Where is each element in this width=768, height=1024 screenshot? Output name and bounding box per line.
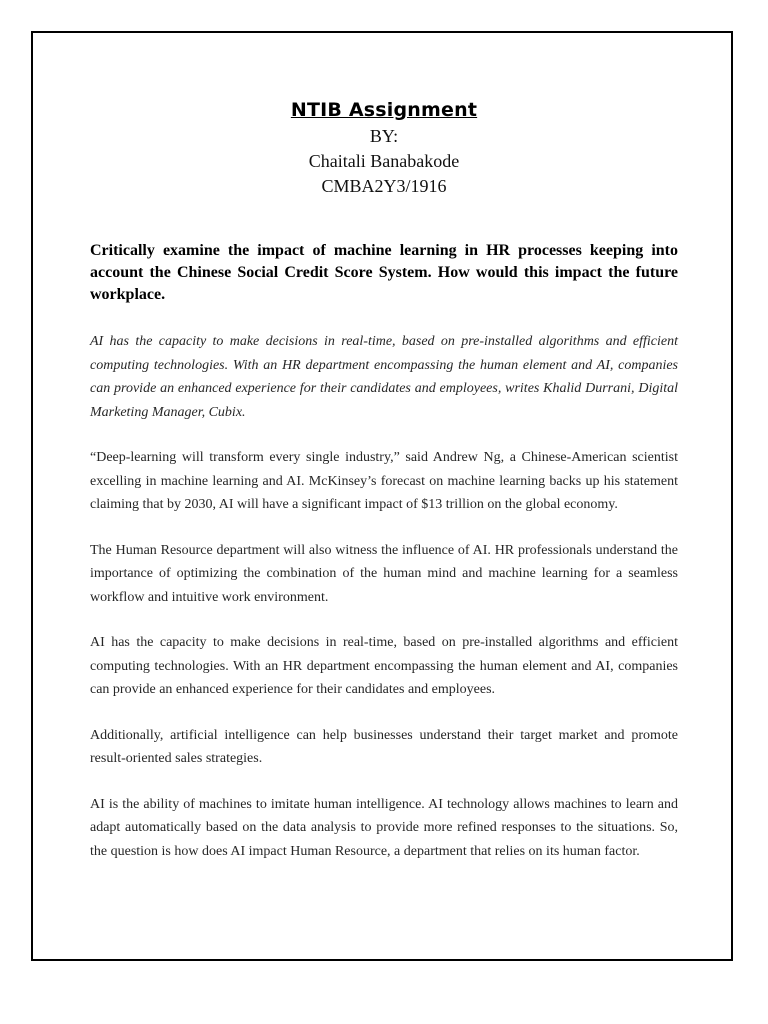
paragraph: Additionally, artificial intelligence can help businesses understand their target market and promote result-oriented sales strategies.	[90, 727, 678, 766]
author-name: Chaitali Banabakode	[308, 151, 460, 171]
paragraph: The Human Resource department will also witness the influence of AI. HR professionals understand the importance of optimizing the combination of the human mind and machine learning for a seamless workflow and intuitive work environment.	[90, 542, 678, 605]
assignment-question: Critically examine the impact of machine learning in HR processes keeping into account the Chinese Social Credit Score System. How would this impact the future workplace.	[90, 242, 678, 303]
paragraph: “Deep-learning will transform every single industry,” said Andrew Ng, a Chinese-American scientist excelling in machine learning and AI. McKinsey’s forecast on machine learning backs up his statement claiming that by 2030, AI will have a significant impact of $13 trillion on the global economy.	[90, 450, 678, 512]
paragraph: AI has the capacity to make decisions in real-time, based on pre-installed algorithms and efficient computing technologies. With an HR department encompassing the human element and AI, companies can provide an enhanced experience for their candidates and employees.	[90, 635, 678, 697]
paragraph: AI is the ability of machines to imitate human intelligence. AI technology allows machines to learn and adapt automatically based on the data analysis to provide more refined responses to the situations. So, the question is how does AI impact Human Resource, a department that relies on its human factor.	[90, 796, 678, 859]
document-body	[90, 96, 678, 863]
document-title: NTIB Assignment	[290, 99, 478, 121]
by-label: BY:	[369, 126, 399, 146]
roll-number: CMBA2Y3/1916	[321, 176, 447, 196]
paragraph-quote: AI has the capacity to make decisions in real-time, based on pre-installed algorithms and efficient computing technologies. With an HR department encompassing the human element and AI, companies can provide an enhanced experience for their candidates and employees, writes Khalid Durrani, Digital Marketing Manager, Cubix.	[90, 334, 678, 420]
